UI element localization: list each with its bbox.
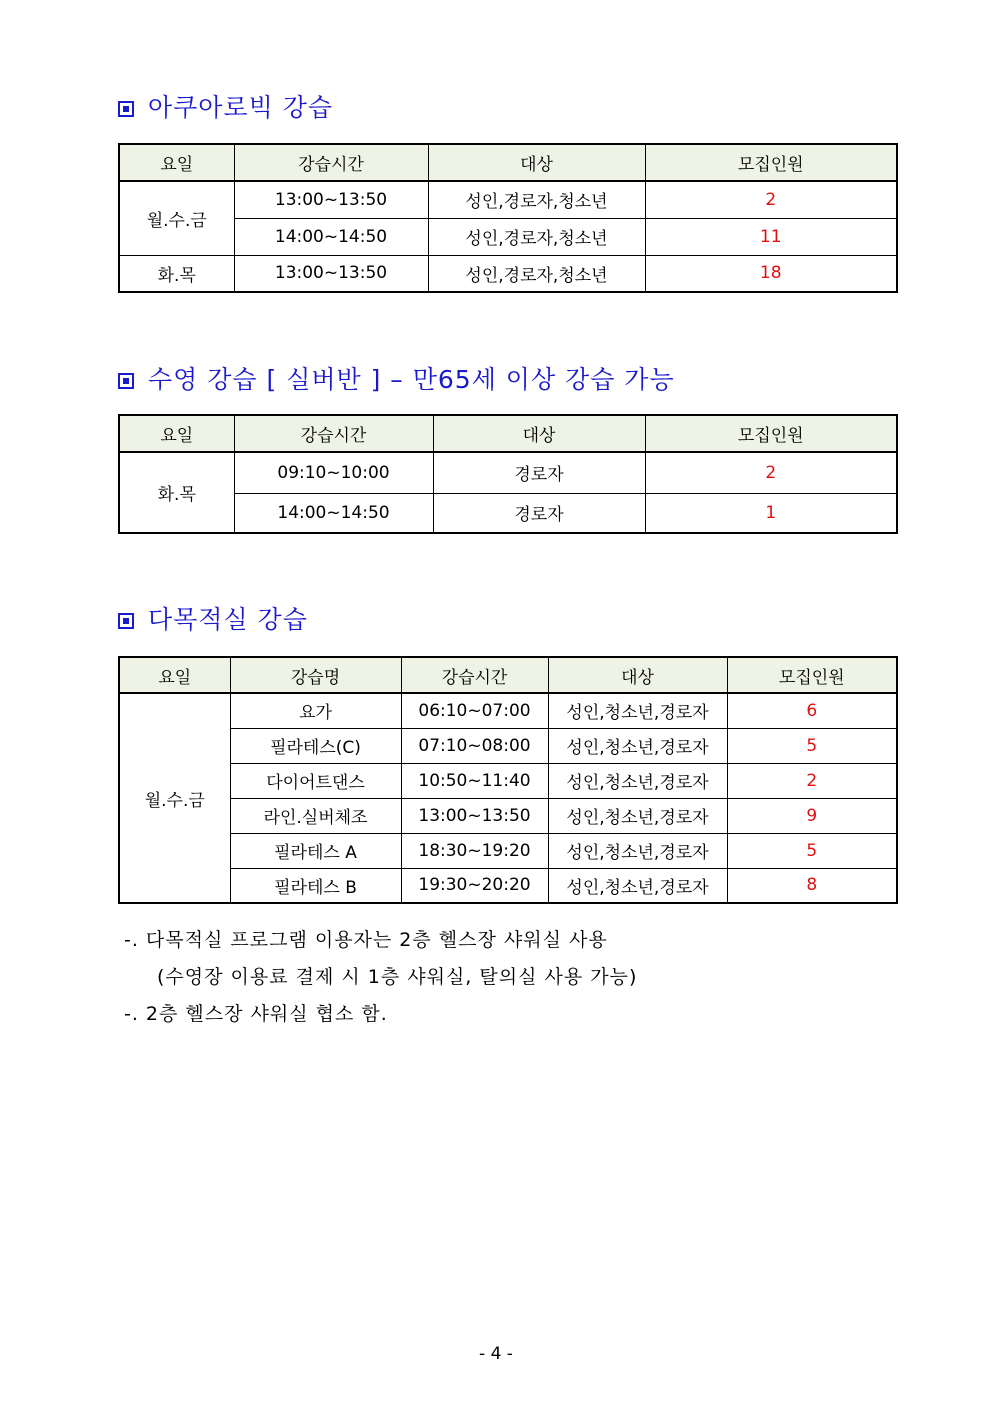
square-bullet-icon	[118, 101, 134, 117]
table-row	[119, 763, 897, 798]
day-cell: 화.목	[119, 255, 234, 292]
swim-table	[118, 414, 898, 534]
count-cell: 18	[645, 255, 897, 292]
name-cell: 필라테스 A	[230, 833, 401, 868]
name-cell: 필라테스(C)	[230, 728, 401, 763]
count-cell: 8	[727, 868, 897, 903]
square-bullet-icon	[118, 613, 134, 629]
table-row	[119, 728, 897, 763]
note-line: -. 2층 헬스장 샤워실 협소 함.	[124, 1003, 388, 1025]
table-header-row	[119, 415, 897, 452]
count-cell: 1	[645, 493, 897, 533]
target-cell: 성인,경로자,청소년	[428, 218, 645, 255]
target-cell: 성인,청소년,경로자	[548, 868, 727, 903]
table-row	[119, 493, 897, 533]
day-cell: 월.수.금	[119, 181, 234, 255]
count-cell: 6	[727, 693, 897, 728]
name-cell: 요가	[230, 693, 401, 728]
page-number: - 4 -	[479, 1344, 513, 1364]
target-cell: 성인,청소년,경로자	[548, 833, 727, 868]
swim-section-title	[118, 360, 675, 396]
count-cell: 2	[645, 181, 897, 218]
header-time: 강습시간	[234, 144, 428, 181]
header-count: 모집인원	[645, 144, 897, 181]
count-cell: 9	[727, 798, 897, 833]
name-cell: 필라테스 B	[230, 868, 401, 903]
header-time: 강습시간	[401, 657, 548, 693]
note-line: -. 다목적실 프로그램 이용자는 2층 헬스장 샤워실 사용	[124, 929, 608, 951]
table-row	[119, 181, 897, 218]
target-cell: 성인,경로자,청소년	[428, 181, 645, 218]
table-row	[119, 255, 897, 292]
table-row	[119, 452, 897, 493]
table-row	[119, 218, 897, 255]
count-cell: 2	[645, 452, 897, 493]
time-cell: 13:00~13:50	[401, 798, 548, 833]
name-cell: 다이어트댄스	[230, 763, 401, 798]
time-cell: 07:10~08:00	[401, 728, 548, 763]
header-day: 요일	[119, 144, 234, 181]
time-cell: 14:00~14:50	[234, 218, 428, 255]
time-cell: 13:00~13:50	[234, 181, 428, 218]
swim-title-text: 수영 강습 [ 실버반 ] – 만65세 이상 강습 가능	[148, 365, 675, 394]
header-target: 대상	[433, 415, 645, 452]
table-row	[119, 798, 897, 833]
multi-table	[118, 656, 898, 904]
multi-title-text: 다목적실 강습	[148, 605, 308, 634]
aqua-section-title	[118, 88, 333, 124]
header-target: 대상	[548, 657, 727, 693]
target-cell: 경로자	[433, 452, 645, 493]
header-day: 요일	[119, 415, 234, 452]
target-cell: 성인,청소년,경로자	[548, 763, 727, 798]
count-cell: 5	[727, 833, 897, 868]
target-cell: 성인,경로자,청소년	[428, 255, 645, 292]
target-cell: 경로자	[433, 493, 645, 533]
count-cell: 5	[727, 728, 897, 763]
table-row	[119, 833, 897, 868]
time-cell: 19:30~20:20	[401, 868, 548, 903]
table-row	[119, 693, 897, 728]
header-time: 강습시간	[234, 415, 433, 452]
day-cell: 화.목	[119, 452, 234, 533]
header-day: 요일	[119, 657, 230, 693]
table-header-row	[119, 144, 897, 181]
header-count: 모집인원	[727, 657, 897, 693]
table-row	[119, 868, 897, 903]
header-target: 대상	[428, 144, 645, 181]
note-line: (수영장 이용료 결제 시 1층 샤워실, 탈의실 사용 가능)	[157, 966, 638, 988]
target-cell: 성인,청소년,경로자	[548, 693, 727, 728]
name-cell: 라인.실버체조	[230, 798, 401, 833]
square-bullet-icon	[118, 373, 134, 389]
time-cell: 18:30~19:20	[401, 833, 548, 868]
time-cell: 13:00~13:50	[234, 255, 428, 292]
header-name: 강습명	[230, 657, 401, 693]
table-header-row	[119, 657, 897, 693]
time-cell: 10:50~11:40	[401, 763, 548, 798]
count-cell: 2	[727, 763, 897, 798]
target-cell: 성인,청소년,경로자	[548, 728, 727, 763]
multi-section-title	[118, 600, 308, 636]
notes-block	[124, 922, 637, 1033]
aqua-title-text: 아쿠아로빅 강습	[148, 93, 333, 122]
time-cell: 09:10~10:00	[234, 452, 433, 493]
day-cell: 월.수.금	[119, 693, 230, 903]
header-count: 모집인원	[645, 415, 897, 452]
time-cell: 14:00~14:50	[234, 493, 433, 533]
target-cell: 성인,청소년,경로자	[548, 798, 727, 833]
count-cell: 11	[645, 218, 897, 255]
time-cell: 06:10~07:00	[401, 693, 548, 728]
aqua-table	[118, 143, 898, 293]
